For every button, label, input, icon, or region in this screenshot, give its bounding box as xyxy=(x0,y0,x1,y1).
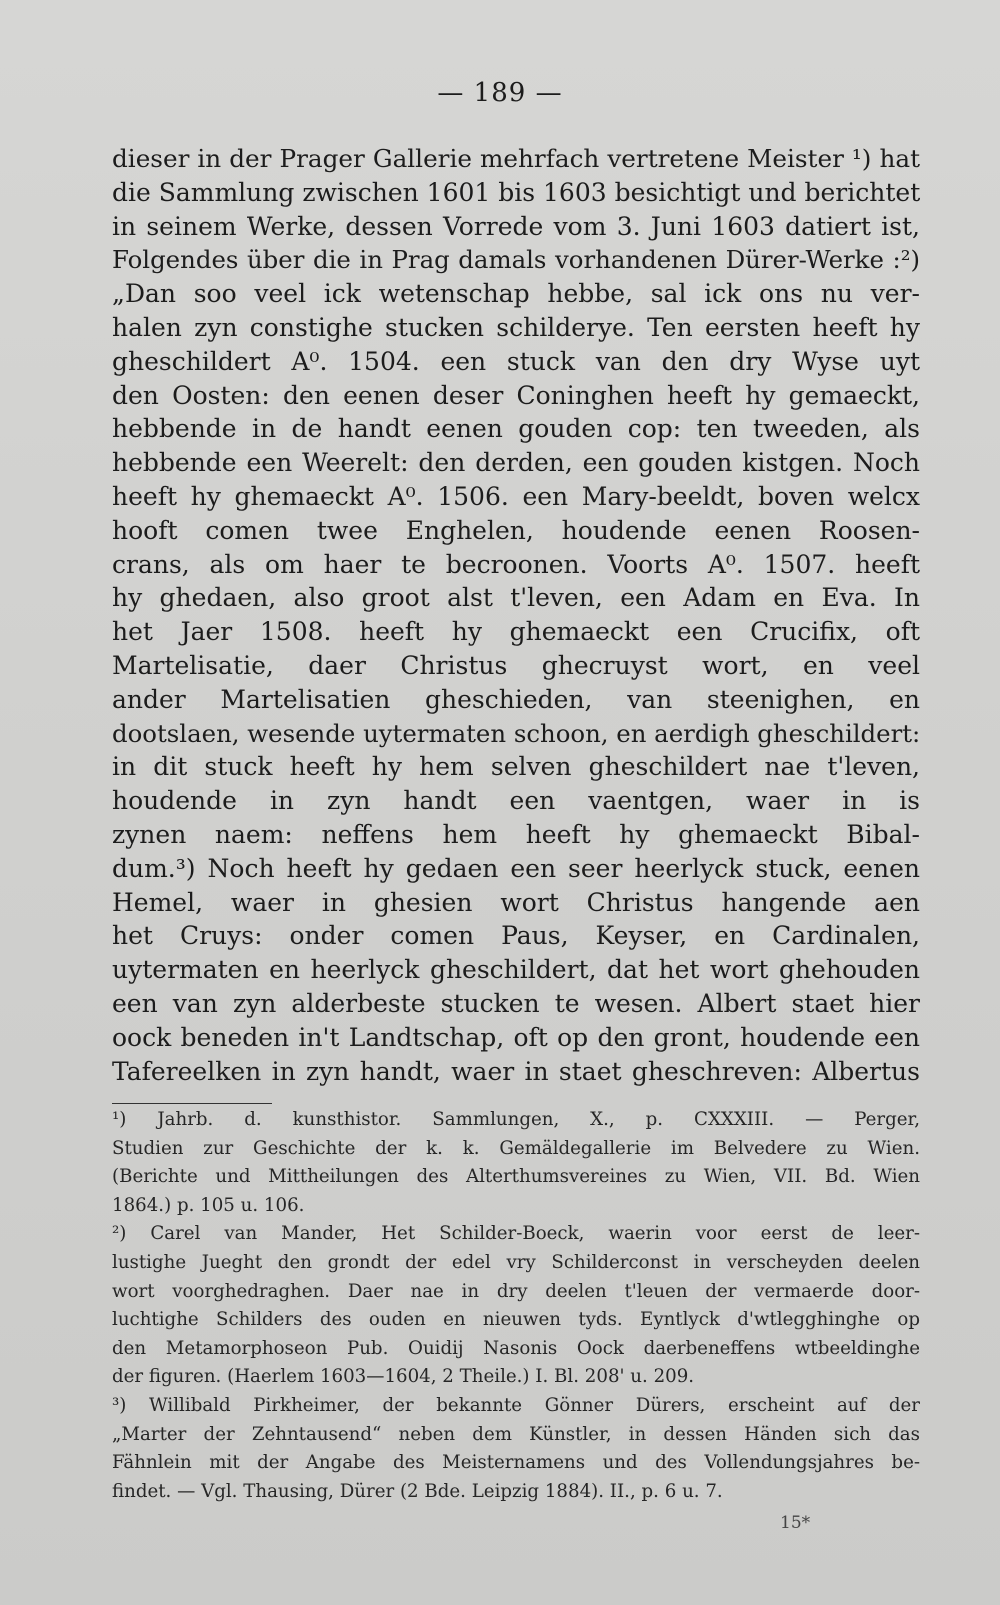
text-line: dum.³) Noch heeft hy gedaen een seer heerlyck stuck, eenen xyxy=(112,853,920,883)
footnote-line: (Berichte und Mittheilungen des Alterthumsvereines zu Wien, VII. Bd. Wien xyxy=(112,1166,920,1188)
footnote-line: ¹) Jahrb. d. kunsthistor. Sammlungen, X., p. CXXXIII. — Perger, xyxy=(112,1109,920,1130)
text-line: het Cruys: onder comen Paus, Keyser, en Cardinalen, xyxy=(112,921,920,951)
text-line: Folgendes über die in Prag damals vorhandenen Dürer-Werke :²) xyxy=(112,245,920,275)
text-line: zynen naem: neffens hem heeft hy ghemaeckt Bibal- xyxy=(112,819,920,849)
printer-signature: 15* xyxy=(780,1513,811,1533)
text-line: hebbende in de handt eenen gouden cop: ten tweeden, als xyxy=(112,414,920,444)
text-line: crans, als om haer te becroonen. Voorts A⁰. 1507. heeft xyxy=(112,549,920,579)
text-line: oock beneden in't Landtschap, oft op den gront, houdende een xyxy=(112,1022,920,1052)
footnote-line: findet. — Vgl. Thausing, Dürer (2 Bde. Leipzig 1884). II., p. 6 u. 7. xyxy=(112,1480,723,1502)
text-line: het Jaer 1508. heeft hy ghemaeckt een Crucifix, oft xyxy=(112,617,920,647)
text-line: dootslaen, wesende uytermaten schoon, en aerdigh gheschildert: xyxy=(112,718,921,748)
footnote-line: ³) Willibald Pirkheimer, der bekannte Gönner Dürers, erscheint auf der xyxy=(112,1394,920,1416)
footnote-line: wort voorghedraghen. Daer nae in dry deelen t'leuen der vermaerde door- xyxy=(112,1280,920,1302)
text-line: hooft comen twee Enghelen, houdende eenen Roosen- xyxy=(112,515,920,545)
footnote-line: der figuren. (Haerlem 1603—1604, 2 Theile.) I. Bl. 208' u. 209. xyxy=(112,1366,695,1388)
text-line: die Sammlung zwischen 1601 bis 1603 besichtigt und berichtet xyxy=(112,177,921,207)
footnote-line: luchtighe Schilders des ouden en nieuwen tyds. Eyntlyck d'wtlegghinghe op xyxy=(112,1309,920,1331)
text-line: Hemel, waer in ghesien wort Christus hangende aen xyxy=(112,887,920,917)
footnote-line: ²) Carel van Mander, Het Schilder-Boeck, waerin voor eerst de leer- xyxy=(112,1223,920,1245)
text-line: uytermaten en heerlyck gheschildert, dat het wort ghehouden xyxy=(112,955,920,985)
footnotes xyxy=(112,1106,920,1506)
footnote-line: Fähnlein mit der Angabe des Meisternamens und des Vollendungsjahres be- xyxy=(112,1452,920,1474)
text-line: hy ghedaen, also groot alst t'leven, een Adam en Eva. In xyxy=(112,583,920,613)
text-line: in seinem Werke, dessen Vorrede vom 3. Juni 1603 datiert ist, xyxy=(112,211,920,241)
footnote-line: Studien zur Geschichte der k. k. Gemäldegallerie im Belvedere zu Wien. xyxy=(112,1137,920,1159)
text-line: Martelisatie, daer Christus ghecruyst wort, en veel xyxy=(112,650,920,680)
text-line: een van zyn alderbeste stucken te wesen. Albert staet hier xyxy=(112,988,920,1018)
footnote-divider xyxy=(112,1103,272,1104)
footnote-line: 1864.) p. 105 u. 106. xyxy=(112,1194,305,1216)
text-line: gheschildert A⁰. 1504. een stuck van den dry Wyse uyt xyxy=(112,346,920,376)
footnote-line: den Metamorphoseon Pub. Ouidij Nasonis Oock daerbeneffens wtbeeldinghe xyxy=(112,1337,920,1359)
footnote-line: lustighe Jueght den grondt der edel vry Schilderconst in verscheyden deelen xyxy=(112,1251,920,1273)
footnote-line: „Marter der Zehntausend“ neben dem Künstler, in dessen Händen sich das xyxy=(112,1423,920,1445)
text-line: den Oosten: den eenen deser Coninghen heeft hy gemaeckt, xyxy=(112,380,920,410)
text-line: in dit stuck heeft hy hem selven gheschildert nae t'leven, xyxy=(112,752,920,782)
text-line: „Dan soo veel ick wetenschap hebbe, sal ick ons nu ver- xyxy=(112,279,920,309)
text-line: dieser in der Prager Gallerie mehrfach vertretene Meister ¹) hat xyxy=(112,144,920,173)
text-line: Tafereelken in zyn handt, waer in staet gheschreven: Albertus xyxy=(112,1056,920,1086)
text-line: hebbende een Weerelt: den derden, een gouden kistgen. Noch xyxy=(112,448,920,478)
text-line: heeft hy ghemaeckt A⁰. 1506. een Mary-beeldt, boven welcx xyxy=(112,481,920,511)
text-line: ander Martelisatien gheschieden, van steenighen, en xyxy=(112,684,920,714)
page-number: — 189 — xyxy=(437,78,563,108)
text-line: houdende in zyn handt een vaentgen, waer in is xyxy=(112,786,920,816)
text-line: halen zyn constighe stucken schilderye. Ten eersten heeft hy xyxy=(112,312,920,342)
main-text xyxy=(112,142,920,1088)
